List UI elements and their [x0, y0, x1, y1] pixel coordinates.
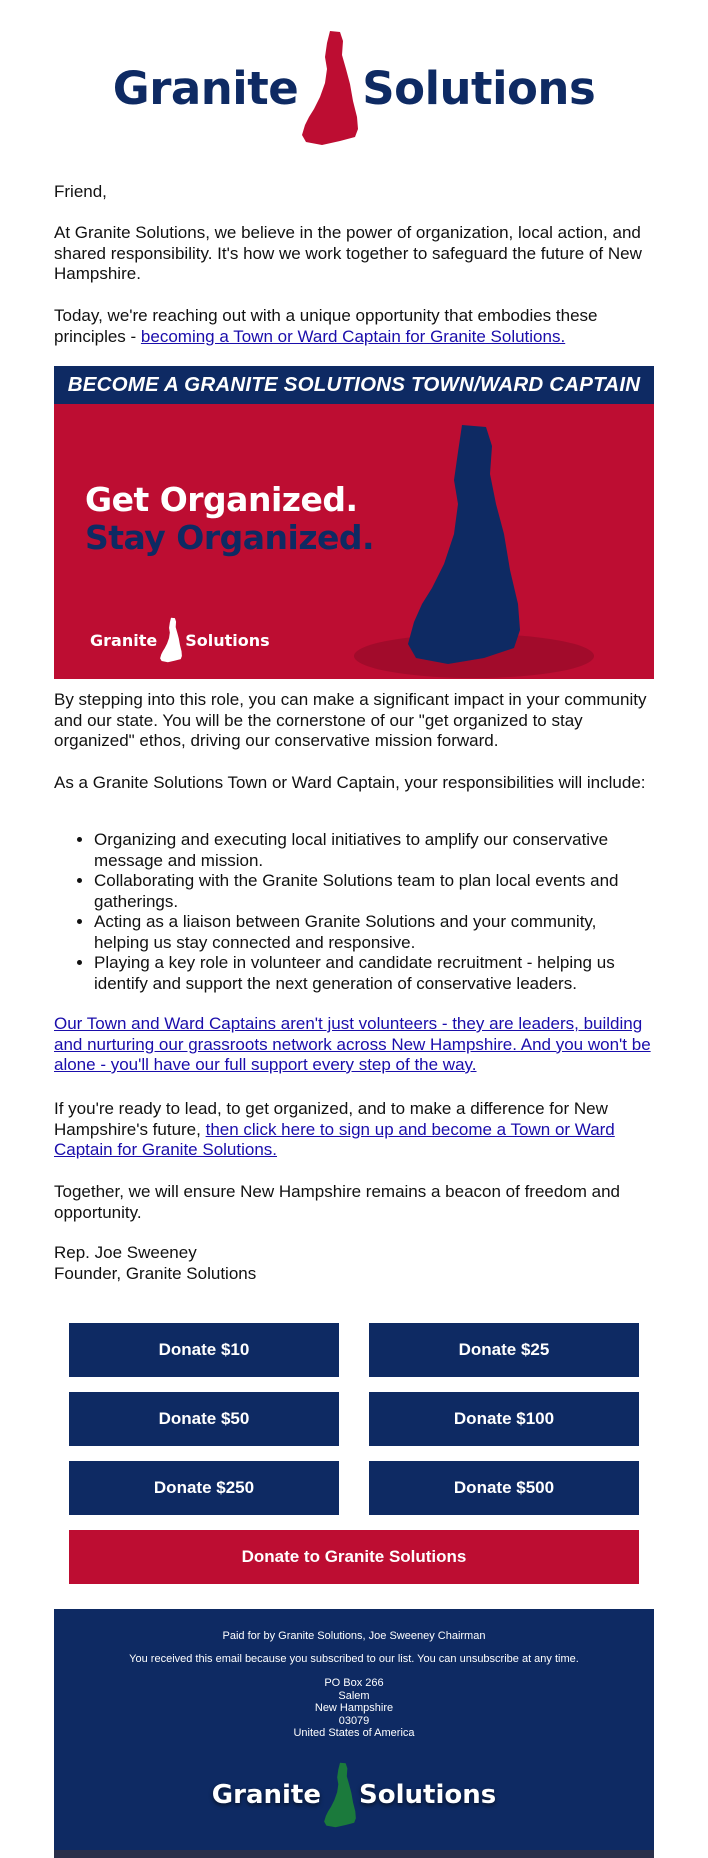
opportunity-text: Today, we're reaching out with a unique opportunity that embodies these principles -: [54, 306, 598, 346]
list-item: • Organizing and executing local initiatives to amplify our conservative message and mission.: [94, 830, 654, 871]
list-item: • Playing a key role in volunteer and candidate recruitment - helping us identify and support the next generation of conservative leaders.: [94, 953, 654, 994]
footer-logo-right: Solutions: [359, 1779, 497, 1810]
address-line: Salem: [338, 1689, 370, 1702]
banner-state-graphic: [404, 422, 524, 667]
donate-100-button[interactable]: Donate $100: [369, 1392, 639, 1446]
banner-headline-2: Stay Organized.: [85, 518, 375, 557]
banner-logo-left: Granite: [90, 630, 158, 650]
role-paragraph: By stepping into this role, you can make a significant impact in your community and our state. You will be the cornerstone of our "get organized to stay organized" ethos, driving our conservative mission forward.: [54, 690, 647, 750]
captains-support-link[interactable]: Our Town and Ward Captains aren't just volunteers - they are leaders, building and nurturing our grassroots network across New Hampshire. And you won't be alone - you'll have our full support every step of the way.: [54, 1014, 651, 1074]
donate-250-button[interactable]: Donate $250: [69, 1461, 339, 1515]
header-logo[interactable]: [0, 28, 708, 148]
signup-link[interactable]: then click here to sign up and become a Town or Ward Captain for Granite Solutions.: [54, 1119, 615, 1159]
donate-10-button[interactable]: Donate $10: [69, 1323, 339, 1377]
donate-25-button[interactable]: Donate $25: [369, 1323, 639, 1377]
banner-title: BECOME A GRANITE SOLUTIONS TOWN/WARD CAPTAIN: [54, 366, 654, 404]
signature: [54, 1243, 654, 1284]
signup-paragraph: [54, 1099, 654, 1161]
list-item: • Collaborating with the Granite Solutions team to plan local events and gatherings.: [94, 871, 654, 912]
address-line: United States of America: [293, 1727, 415, 1739]
footer: [54, 1609, 654, 1858]
logo-word-right: Solutions: [362, 61, 596, 115]
opportunity-paragraph: [54, 306, 654, 347]
list-item: • Acting as a liaison between Granite Solutions and your community, helping us stay connected and responsive.: [94, 912, 654, 953]
address-line: 03079: [338, 1714, 370, 1727]
signup-text: If you're ready to lead, to get organized, and to make a difference for New Hampshire's future,: [54, 1099, 608, 1139]
address-line: PO Box 266: [324, 1677, 384, 1689]
intro-paragraph: At Granite Solutions, we believe in the power of organization, local action, and shared responsibility. It's how we work together to safeguard the future of New Hampshire.: [54, 223, 642, 283]
mailing-address: [54, 1677, 654, 1740]
captains-paragraph: [54, 1014, 654, 1076]
greeting: Friend,: [54, 182, 107, 201]
banner-logo-right: Solutions: [185, 630, 270, 650]
footer-bottom-bar: [54, 1850, 654, 1858]
footer-logo-left: Granite: [211, 1779, 321, 1810]
signature-title: Founder, Granite Solutions: [54, 1263, 257, 1283]
captain-banner[interactable]: [54, 366, 654, 679]
footer-logo[interactable]: [54, 1755, 654, 1835]
address-line: New Hampshire: [314, 1702, 394, 1714]
paid-for-text: Paid for by Granite Solutions, Joe Sweeney Chairman: [222, 1630, 486, 1642]
closing-paragraph: Together, we will ensure New Hampshire remains a beacon of freedom and opportunity.: [54, 1182, 621, 1222]
banner-state-shadow: [54, 366, 654, 679]
new-hampshire-state-icon: [300, 29, 360, 147]
subscription-notice: You received this email because you subscribed to our list. You can unsubscribe at any time.: [129, 1653, 579, 1665]
donate-main-button[interactable]: Donate to Granite Solutions: [69, 1530, 639, 1584]
donate-50-button[interactable]: Donate $50: [69, 1392, 339, 1446]
become-captain-link[interactable]: becoming a Town or Ward Captain for Granite Solutions.: [140, 326, 566, 346]
donate-500-button[interactable]: Donate $500: [369, 1461, 639, 1515]
banner-headline-1: Get Organized.: [85, 480, 358, 519]
logo-word-left: Granite: [112, 61, 299, 115]
responsibilities-list: [54, 830, 654, 994]
footer-state-icon: [323, 1760, 357, 1830]
signature-name: Rep. Joe Sweeney: [54, 1243, 197, 1262]
responsibilities-intro: As a Granite Solutions Town or Ward Captain, your responsibilities will include:: [54, 773, 646, 792]
